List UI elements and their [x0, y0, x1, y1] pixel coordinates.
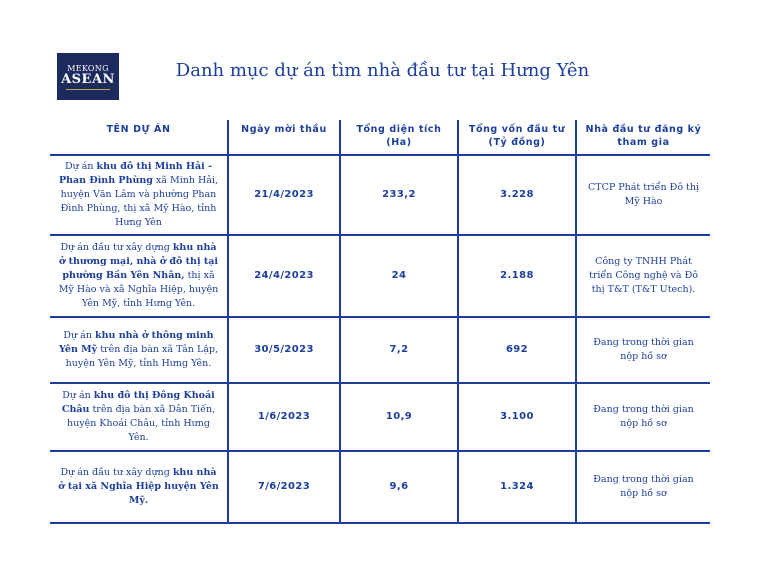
bid-date-cell: 30/5/2023 — [228, 317, 340, 383]
header-total-area: Tổng diện tích (Ha) — [340, 120, 458, 155]
area-cell: 10,9 — [340, 383, 458, 451]
table-row — [50, 317, 710, 383]
project-name-bold: khu nhà ở thông minh Yên Mỹ — [58, 330, 214, 355]
header-bid-date: Ngày mời thầu — [228, 120, 340, 155]
project-name-prefix: Dự án đầu tư xây dựng — [60, 467, 173, 478]
table-row — [50, 155, 710, 235]
project-name-prefix: Dự án — [62, 390, 94, 401]
investor-cell: Đang trong thời gian nộp hồ sơ — [576, 317, 710, 383]
project-name-suffix: trên địa bàn xã Dân Tiến, huyện Khoái Châu, tỉnh Hưng Yên. — [67, 404, 216, 443]
area-cell: 233,2 — [340, 155, 458, 235]
investor-cell: CTCP Phát triển Đô thị Mỹ Hào — [576, 155, 710, 235]
bid-date-cell: 1/6/2023 — [228, 383, 340, 451]
area-cell: 24 — [340, 235, 458, 317]
header-total-capital: Tổng vốn đầu tư (Tỷ đồng) — [458, 120, 576, 155]
project-name-bold: khu đô thị Đông Khoái Châu — [61, 390, 215, 415]
table-row — [50, 451, 710, 523]
header-project-name: TÊN DỰ ÁN — [50, 120, 228, 155]
project-name-suffix: thị xã Mỹ Hào và xã Nghĩa Hiệp, huyện Yên Mỹ, tỉnh Hưng Yên. — [58, 270, 219, 309]
logo-line-2: ASEAN — [61, 71, 115, 87]
table-header-row — [50, 120, 710, 155]
project-name-suffix: xã Minh Hải, huyện Văn Lâm và phường Phan Đình Phùng, thị xã Mỹ Hào, tỉnh Hưng Yên — [60, 175, 219, 228]
bid-date-cell: 24/4/2023 — [228, 235, 340, 317]
investor-cell: Công ty TNHH Phát triển Công nghệ và Đô thị T&T (T&T Utech). — [576, 235, 710, 317]
header-investor: Nhà đầu tư đăng ký tham gia — [576, 120, 710, 155]
capital-cell: 2.188 — [458, 235, 576, 317]
project-name-cell — [50, 155, 228, 235]
table-row — [50, 235, 710, 317]
project-name-bold: khu đô thị Minh Hải - Phan Đình Phùng — [58, 161, 212, 186]
project-name-bold: khu nhà ở tại xã Nghĩa Hiệp huyện Yên Mỹ. — [58, 467, 219, 506]
project-name-prefix: Dự án — [64, 161, 97, 172]
project-name-cell — [50, 317, 228, 383]
project-name-cell — [50, 383, 228, 451]
area-cell: 9,6 — [340, 451, 458, 523]
investor-cell: Đang trong thời gian nộp hồ sơ — [576, 383, 710, 451]
project-name-prefix: Dự án — [63, 330, 95, 341]
project-name-bold: khu nhà ở thương mại, nhà ở đô thị tại phường Bần Yên Nhân, — [58, 242, 219, 281]
investor-cell: Đang trong thời gian nộp hồ sơ — [576, 451, 710, 523]
logo-line-1: MEKONG — [67, 63, 109, 73]
bid-date-cell: 7/6/2023 — [228, 451, 340, 523]
bid-date-cell: 21/4/2023 — [228, 155, 340, 235]
project-name-suffix: trên địa bàn xã Tân Lập, huyện Yên Mỹ, tỉnh Hưng Yên. — [65, 344, 219, 369]
capital-cell: 692 — [458, 317, 576, 383]
project-name-prefix: Dự án đầu tư xây dựng — [60, 242, 173, 253]
capital-cell: 3.100 — [458, 383, 576, 451]
page-title: Danh mục dự án tìm nhà đầu tư tại Hưng Yên — [175, 60, 590, 81]
table-row — [50, 383, 710, 451]
project-name-cell — [50, 451, 228, 523]
capital-cell: 1.324 — [458, 451, 576, 523]
logo-underline — [66, 89, 110, 90]
area-cell: 7,2 — [340, 317, 458, 383]
project-name-cell — [50, 235, 228, 317]
projects-table — [50, 120, 710, 524]
capital-cell: 3.228 — [458, 155, 576, 235]
